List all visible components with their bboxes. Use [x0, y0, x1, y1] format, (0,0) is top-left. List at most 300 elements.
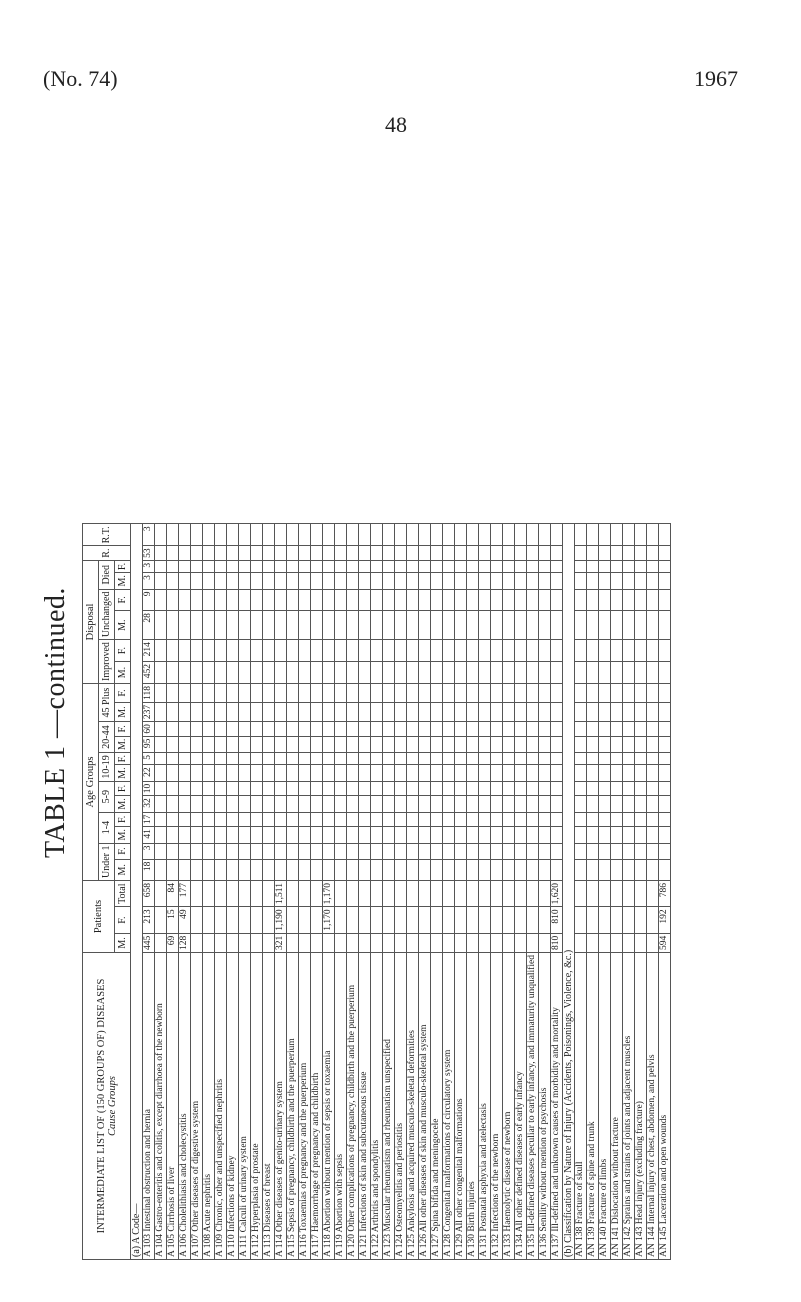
table-row — [347, 524, 359, 1260]
table-cell — [203, 683, 215, 702]
section-row — [131, 524, 143, 1260]
table-cell — [575, 611, 587, 640]
age-group-header: 45 Plus — [99, 683, 115, 721]
table-cell — [443, 573, 455, 589]
table-cell — [359, 546, 371, 561]
table-cell — [359, 611, 371, 640]
table-cell — [407, 573, 419, 589]
table-cell: 10 — [143, 781, 155, 796]
table-cell — [347, 765, 359, 781]
table-cell: 321 — [275, 933, 287, 952]
table-cell — [599, 843, 611, 859]
table-cell — [335, 796, 347, 812]
table-cell — [635, 662, 647, 684]
table-cell — [275, 736, 287, 752]
table-cell — [419, 722, 431, 737]
table-cell — [527, 933, 539, 952]
cause-group-name: A 128 Congenital malformations of circulatory system — [443, 953, 455, 1260]
table-cell — [347, 640, 359, 662]
table-cell — [371, 640, 383, 662]
table-cell — [503, 722, 515, 737]
table-cell — [155, 524, 167, 546]
table-cell — [479, 736, 491, 752]
table-cell — [479, 827, 491, 843]
table-cell — [239, 859, 251, 880]
table-cell — [227, 524, 239, 546]
table-cell — [311, 781, 323, 796]
table-cell — [179, 560, 191, 572]
table-cell — [599, 827, 611, 843]
table-cell: 213 — [143, 907, 155, 933]
table-row — [647, 524, 659, 1260]
cause-group-name: A 125 Ankylosis and acquired musculo-skeletal deformities — [407, 953, 419, 1260]
table-cell — [443, 589, 455, 611]
table-cell — [479, 524, 491, 546]
table-cell — [203, 796, 215, 812]
table-cell — [383, 640, 395, 662]
table-cell — [455, 796, 467, 812]
table-cell — [275, 683, 287, 702]
table-cell — [611, 662, 623, 684]
table-cell — [287, 611, 299, 640]
table-cell: 786 — [659, 881, 671, 907]
table-row — [575, 524, 587, 1260]
table-cell — [359, 722, 371, 737]
table-cell — [347, 781, 359, 796]
table-cell — [623, 722, 635, 737]
table-cell — [203, 907, 215, 933]
cause-group-name: A 106 Cholelithiasis and cholecystitis — [179, 953, 191, 1260]
table-cell: 3 — [143, 524, 155, 546]
table-cell — [515, 859, 527, 880]
table-cell — [587, 796, 599, 812]
table-cell — [227, 827, 239, 843]
table-cell — [635, 702, 647, 721]
table-cell — [623, 702, 635, 721]
table-cell — [599, 812, 611, 827]
table-cell — [263, 765, 275, 781]
table-cell — [155, 859, 167, 880]
table-cell — [599, 753, 611, 765]
table-cell — [299, 781, 311, 796]
table-cell — [611, 524, 623, 546]
table-cell — [371, 589, 383, 611]
table-cell — [611, 907, 623, 933]
table-cell — [239, 611, 251, 640]
table-cell — [527, 589, 539, 611]
table-cell — [635, 736, 647, 752]
column-sub-header: M. — [115, 933, 131, 952]
table-row — [587, 524, 599, 1260]
table-cell — [527, 683, 539, 702]
cause-group-name: A 119 Abortion with sepsis — [335, 953, 347, 1260]
table-cell — [503, 524, 515, 546]
table-cell — [659, 640, 671, 662]
table-cell — [371, 933, 383, 952]
table-cell — [191, 722, 203, 737]
table-cell — [431, 796, 443, 812]
cause-group-name: A 112 Hyperplasia of prostate — [251, 953, 263, 1260]
disposal-header: Disposal — [83, 560, 99, 683]
table-cell — [311, 827, 323, 843]
column-sub-header: Total — [115, 881, 131, 907]
table-cell — [395, 640, 407, 662]
table-cell — [287, 560, 299, 572]
table-cell — [167, 722, 179, 737]
table-cell — [491, 611, 503, 640]
table-cell — [599, 683, 611, 702]
table-cell — [419, 765, 431, 781]
age-group-header: 5-9 — [99, 781, 115, 812]
table-cell — [347, 524, 359, 546]
table-cell — [419, 907, 431, 933]
table-cell — [191, 796, 203, 812]
table-cell — [275, 796, 287, 812]
table-cell — [491, 827, 503, 843]
section-row — [563, 524, 575, 1260]
table-cell — [395, 736, 407, 752]
table-cell — [623, 736, 635, 752]
cause-group-name: A 104 Gastro-enteritis and colitis, except diarrhoea of the newborn — [155, 953, 167, 1260]
table-cell — [179, 843, 191, 859]
table-cell — [611, 753, 623, 765]
table-cell — [263, 683, 275, 702]
table-cell — [155, 843, 167, 859]
table-cell — [623, 881, 635, 907]
table-cell — [527, 560, 539, 572]
table-cell — [323, 702, 335, 721]
table-cell — [239, 827, 251, 843]
table-cell — [215, 796, 227, 812]
table-cell — [203, 589, 215, 611]
table-cell — [659, 796, 671, 812]
table-cell — [215, 781, 227, 796]
table-cell — [503, 765, 515, 781]
table-cell — [539, 702, 551, 721]
table-cell — [551, 662, 563, 684]
table-cell — [203, 843, 215, 859]
table-cell — [299, 662, 311, 684]
table-cell — [155, 881, 167, 907]
table-cell — [575, 573, 587, 589]
table-cell — [203, 722, 215, 737]
table-cell — [287, 589, 299, 611]
table-cell — [587, 640, 599, 662]
table-cell — [455, 736, 467, 752]
table-cell — [167, 765, 179, 781]
table-cell — [359, 843, 371, 859]
table-cell — [407, 722, 419, 737]
table-cell — [167, 859, 179, 880]
table-cell — [359, 765, 371, 781]
table-cell — [371, 662, 383, 684]
table-cell — [311, 702, 323, 721]
table-row — [515, 524, 527, 1260]
table-cell — [155, 662, 167, 684]
table-cell — [503, 702, 515, 721]
table-cell — [371, 881, 383, 907]
table-cell — [227, 662, 239, 684]
table-cell — [527, 796, 539, 812]
table-cell — [275, 524, 287, 546]
table-cell — [167, 611, 179, 640]
table-cell — [299, 843, 311, 859]
table-cell — [551, 589, 563, 611]
table-cell — [647, 736, 659, 752]
table-cell — [515, 662, 527, 684]
table-cell — [263, 796, 275, 812]
table-cell — [467, 589, 479, 611]
table-cell — [371, 859, 383, 880]
table-cell — [419, 843, 431, 859]
table-cell — [479, 611, 491, 640]
table-cell — [299, 753, 311, 765]
table-cell — [287, 781, 299, 796]
table-cell — [515, 736, 527, 752]
table-cell — [611, 683, 623, 702]
table-cell — [635, 546, 647, 561]
table-cell — [467, 683, 479, 702]
table-cell — [299, 765, 311, 781]
table-cell — [215, 722, 227, 737]
table-cell — [359, 781, 371, 796]
table-cell — [179, 722, 191, 737]
table-cell — [395, 812, 407, 827]
table-cell — [263, 753, 275, 765]
cause-group-name: AN 141 Dislocation without fracture — [611, 953, 623, 1260]
table-cell — [167, 589, 179, 611]
cause-group-name: A 121 Infections of skin and subcutaneous tissue — [359, 953, 371, 1260]
table-cell — [335, 881, 347, 907]
table-cell — [299, 907, 311, 933]
table-cell — [299, 881, 311, 907]
table-cell — [215, 683, 227, 702]
table-cell — [215, 524, 227, 546]
table-cell — [491, 589, 503, 611]
table-cell — [419, 589, 431, 611]
table-cell: 810 — [551, 907, 563, 933]
table-cell — [575, 524, 587, 546]
cause-group-name: AN 139 Fracture of spine and trunk — [587, 953, 599, 1260]
table-cell — [191, 589, 203, 611]
table-cell — [155, 702, 167, 721]
table-cell — [539, 907, 551, 933]
table-cell — [539, 573, 551, 589]
table-cell — [539, 933, 551, 952]
table-cell — [467, 765, 479, 781]
table-cell — [203, 546, 215, 561]
table-cell — [539, 722, 551, 737]
table-cell — [647, 765, 659, 781]
table-cell — [623, 589, 635, 611]
table-cell — [599, 640, 611, 662]
table-cell — [479, 812, 491, 827]
table-cell — [575, 796, 587, 812]
table-cell — [239, 573, 251, 589]
table-cell — [431, 765, 443, 781]
table-cell — [551, 796, 563, 812]
table-cell — [551, 611, 563, 640]
table-row — [359, 524, 371, 1260]
table-cell — [443, 560, 455, 572]
table-cell — [347, 907, 359, 933]
table-cell: 5 — [143, 753, 155, 765]
table-cell — [527, 753, 539, 765]
table-cell — [659, 765, 671, 781]
table-cell — [191, 933, 203, 952]
table-cell — [407, 933, 419, 952]
table-cell: 32 — [143, 796, 155, 812]
table-cell — [407, 781, 419, 796]
table-cell — [287, 722, 299, 737]
table-cell — [155, 753, 167, 765]
table-cell — [263, 722, 275, 737]
table-cell — [407, 827, 419, 843]
table-cell — [419, 859, 431, 880]
table-cell — [239, 781, 251, 796]
table-cell — [239, 881, 251, 907]
table-cell — [155, 573, 167, 589]
table-cell — [527, 907, 539, 933]
table-cell — [275, 843, 287, 859]
table-cell — [287, 859, 299, 880]
cause-group-name: A 120 Other complications of pregnancy, childbirth and the puerperium — [347, 953, 359, 1260]
table-cell — [275, 753, 287, 765]
table-cell — [335, 683, 347, 702]
table-cell — [371, 753, 383, 765]
rotated-table-region — [40, 185, 790, 1260]
table-cell — [611, 881, 623, 907]
table-cell — [203, 812, 215, 827]
column-sub-header: F. — [115, 589, 131, 611]
table-cell — [155, 933, 167, 952]
table-row — [227, 524, 239, 1260]
table-cell — [347, 589, 359, 611]
table-cell — [191, 753, 203, 765]
table-cell — [575, 722, 587, 737]
table-cell — [587, 933, 599, 952]
table-cell — [635, 560, 647, 572]
table-row — [503, 524, 515, 1260]
table-cell — [503, 573, 515, 589]
table-cell — [539, 827, 551, 843]
table-cell — [359, 907, 371, 933]
table-cell — [359, 736, 371, 752]
table-cell — [239, 524, 251, 546]
table-cell — [479, 722, 491, 737]
table-cell — [443, 611, 455, 640]
table-cell — [311, 933, 323, 952]
table-cell — [515, 765, 527, 781]
table-cell: 3 — [143, 843, 155, 859]
column-sub-header: M. — [115, 573, 131, 589]
table-cell — [599, 736, 611, 752]
cause-group-name: A 127 Spina bifida and meningocele — [431, 953, 443, 1260]
table-cell — [323, 722, 335, 737]
table-cell — [239, 662, 251, 684]
table-cell — [575, 765, 587, 781]
table-cell: 9 — [143, 589, 155, 611]
table-row — [443, 524, 455, 1260]
table-cell — [623, 827, 635, 843]
table-cell — [551, 827, 563, 843]
table-cell: 214 — [143, 640, 155, 662]
table-cell — [515, 796, 527, 812]
table-cell — [335, 933, 347, 952]
table-cell — [443, 662, 455, 684]
table-cell — [179, 573, 191, 589]
table-cell — [251, 589, 263, 611]
table-cell — [575, 933, 587, 952]
table-cell — [335, 573, 347, 589]
table-cell — [167, 560, 179, 572]
table-cell — [575, 546, 587, 561]
table-cell — [635, 843, 647, 859]
table-cell — [635, 611, 647, 640]
table-cell — [419, 573, 431, 589]
table-cell — [323, 560, 335, 572]
table-cell — [539, 683, 551, 702]
table-cell — [383, 683, 395, 702]
table-cell — [647, 662, 659, 684]
table-cell — [227, 611, 239, 640]
table-cell — [419, 702, 431, 721]
table-cell — [419, 827, 431, 843]
table-cell: 17 — [143, 812, 155, 827]
table-cell — [347, 881, 359, 907]
table-cell — [311, 881, 323, 907]
table-cell — [227, 560, 239, 572]
table-cell — [359, 702, 371, 721]
table-cell — [407, 796, 419, 812]
table-cell — [347, 859, 359, 880]
table-cell — [407, 702, 419, 721]
table-cell — [635, 781, 647, 796]
table-cell — [227, 753, 239, 765]
table-cell — [419, 524, 431, 546]
table-cell — [491, 812, 503, 827]
table-cell — [587, 827, 599, 843]
table-cell — [611, 843, 623, 859]
table-cell — [203, 573, 215, 589]
cause-group-name: A 132 Infections of the newborn — [491, 953, 503, 1260]
table-row — [635, 524, 647, 1260]
table-cell — [551, 753, 563, 765]
table-cell — [287, 753, 299, 765]
cause-group-name: A 115 Sepsis of pregnancy, childbirth and the puerperium — [287, 953, 299, 1260]
table-cell — [251, 560, 263, 572]
age-group-header: 1-4 — [99, 812, 115, 843]
table-cell — [155, 546, 167, 561]
table-cell — [311, 662, 323, 684]
table-cell — [515, 843, 527, 859]
table-cell — [635, 640, 647, 662]
table-cell — [287, 702, 299, 721]
table-cell — [155, 722, 167, 737]
table-row — [335, 524, 347, 1260]
table-cell — [515, 722, 527, 737]
table-cell — [227, 640, 239, 662]
table-row — [215, 524, 227, 1260]
table-cell — [239, 933, 251, 952]
table-cell — [515, 907, 527, 933]
table-cell — [347, 753, 359, 765]
table-cell — [323, 753, 335, 765]
table-cell — [467, 843, 479, 859]
table-cell — [599, 722, 611, 737]
table-cell — [395, 573, 407, 589]
table-cell — [623, 796, 635, 812]
